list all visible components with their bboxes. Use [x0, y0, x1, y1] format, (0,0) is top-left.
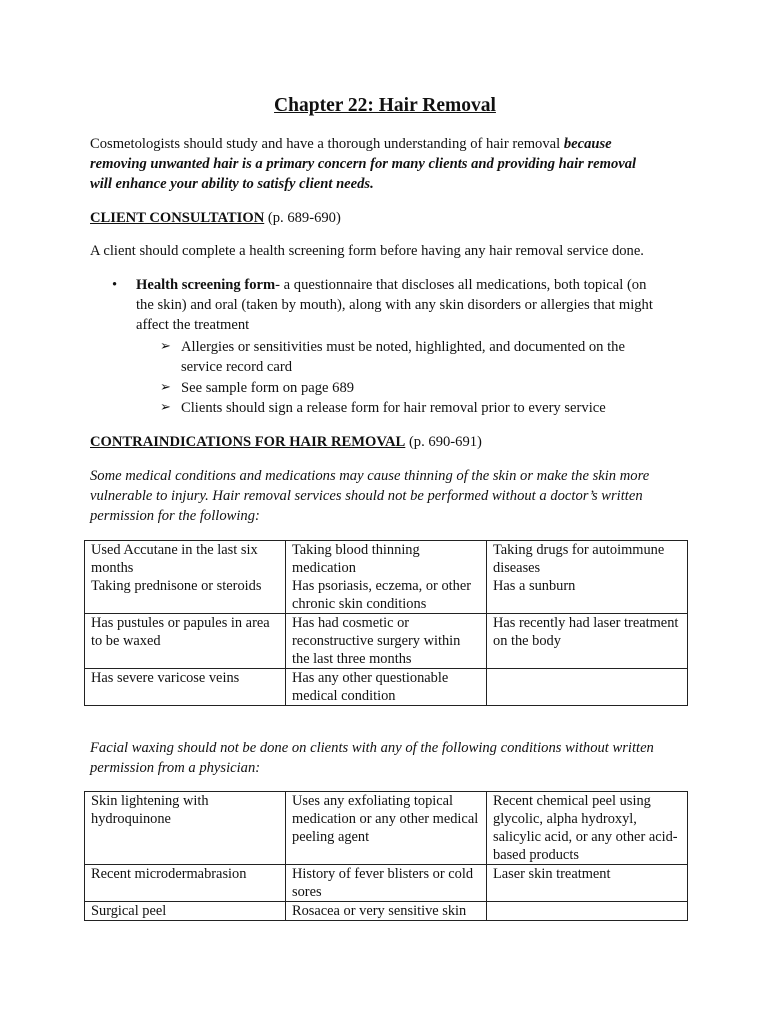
arrow-icon: ➢ [160, 339, 171, 354]
facial-note-line-1: Facial waxing should not be done on clients with any of the following conditions without written [90, 740, 654, 756]
contraindications-note-line-1: Some medical conditions and medications may cause thinning of the skin or make the skin more [90, 468, 650, 484]
table-row [85, 792, 688, 865]
subitem-allergies-line-1: Allergies or sensitivities must be noted, highlighted, and documented on the [181, 339, 625, 355]
table-cell [286, 902, 487, 921]
table-row [85, 902, 688, 921]
consultation-heading: CLIENT CONSULTATION [90, 210, 265, 226]
subitem-allergies-line-2: service record card [181, 359, 292, 375]
contraindications-heading: CONTRAINDICATIONS FOR HAIR REMOVAL [90, 434, 406, 450]
bullet-line-1: - a questionnaire that discloses all medications, both topical (on [275, 277, 647, 293]
intro-emphasis-2: removing unwanted hair is a primary concern for many clients and providing hair removal [90, 156, 637, 172]
contraindications-pages: (p. 690-691) [405, 434, 482, 450]
table-cell [85, 669, 286, 706]
subitem-allergies [181, 337, 671, 377]
cell-text: Laser skin treatment [493, 866, 611, 882]
table-cell [286, 865, 487, 902]
subitem-release-form: Clients should sign a release form for hair removal prior to every service [181, 400, 606, 416]
consultation-heading-line [90, 208, 680, 228]
cell-text: Skin lightening with hydroquinone [91, 793, 209, 827]
table-cell [286, 669, 487, 706]
table-cell [487, 669, 688, 706]
contraindications-note [90, 466, 680, 526]
table-cell [85, 792, 286, 865]
cell-text: Has recently had laser treatment on the body [493, 615, 679, 649]
table-row [85, 865, 688, 902]
table-cell [286, 541, 487, 614]
cell-text: Surgical peel [91, 903, 167, 919]
cell-text: Has severe varicose veins [91, 670, 240, 686]
cell-text: History of fever blisters or cold sores [292, 866, 474, 900]
cell-text: Has had cosmetic or reconstructive surgery within the last three months [292, 615, 461, 667]
table-cell [487, 541, 688, 614]
cell-text: Recent chemical peel using glycolic, alpha hydroxyl, salicylic acid, or any other acid-based products [493, 793, 678, 863]
intro-line-1 [90, 134, 680, 154]
contraindications-table [84, 540, 688, 706]
bullet-term: Health screening form [136, 277, 276, 293]
bullet-line-2: the skin) and oral (taken by mouth), along with any skin disorders or allergies that might [136, 297, 653, 313]
intro-emphasis-1: because [563, 136, 612, 152]
table-cell [286, 614, 487, 669]
cell-text: Has pustules or papules in area to be waxed [91, 615, 270, 649]
table-cell [487, 902, 688, 921]
facial-note [90, 738, 680, 778]
table-cell [286, 792, 487, 865]
table-cell [85, 614, 286, 669]
table-cell [487, 614, 688, 669]
table-cell [85, 541, 286, 614]
cell-text: Recent microdermabrasion [91, 866, 247, 882]
cell-text: Rosacea or very sensitive skin [292, 903, 467, 919]
consultation-pages: (p. 689-690) [264, 210, 341, 226]
cell-text: Taking drugs for autoimmune diseases Has a sunburn [493, 542, 665, 594]
intro-emphasis-3: will enhance your ability to satisfy client needs. [90, 176, 374, 192]
cell-text: Taking blood thinning medication Has psoriasis, eczema, or other chronic skin conditions [292, 542, 472, 612]
table-cell [487, 792, 688, 865]
cell-text: Uses any exfoliating topical medication or any other medical peeling agent [292, 793, 479, 845]
page-title: Chapter 22: Hair Removal [274, 95, 496, 116]
table-row [85, 614, 688, 669]
intro-plain-text: Cosmetologists should study and have a thorough understanding of hair removal [90, 136, 564, 152]
subitem-sample-form: See sample form on page 689 [181, 380, 355, 396]
contraindications-note-line-3: permission for the following: [90, 508, 260, 524]
table-row [85, 669, 688, 706]
table-row [85, 541, 688, 614]
cell-text: Has any other questionable medical condition [292, 670, 449, 704]
bullet-mark: • [112, 277, 118, 293]
intro-paragraph [90, 134, 680, 194]
facial-table [84, 791, 688, 921]
table-cell [487, 865, 688, 902]
contraindications-heading-line [90, 432, 680, 452]
bullet-line-3: affect the treatment [136, 317, 250, 333]
consultation-text: A client should complete a health screening form before having any hair removal service done. [90, 243, 644, 259]
cell-text: Used Accutane in the last six months Taking prednisone or steroids [91, 542, 262, 594]
facial-note-line-2: permission from a physician: [90, 760, 261, 776]
arrow-icon: ➢ [160, 380, 171, 395]
bullet-health-screening [136, 275, 686, 335]
arrow-icon: ➢ [160, 400, 171, 415]
contraindications-note-line-2: vulnerable to injury. Hair removal services should not be performed without a doctor’s written [90, 488, 643, 504]
table-cell [85, 902, 286, 921]
table-cell [85, 865, 286, 902]
